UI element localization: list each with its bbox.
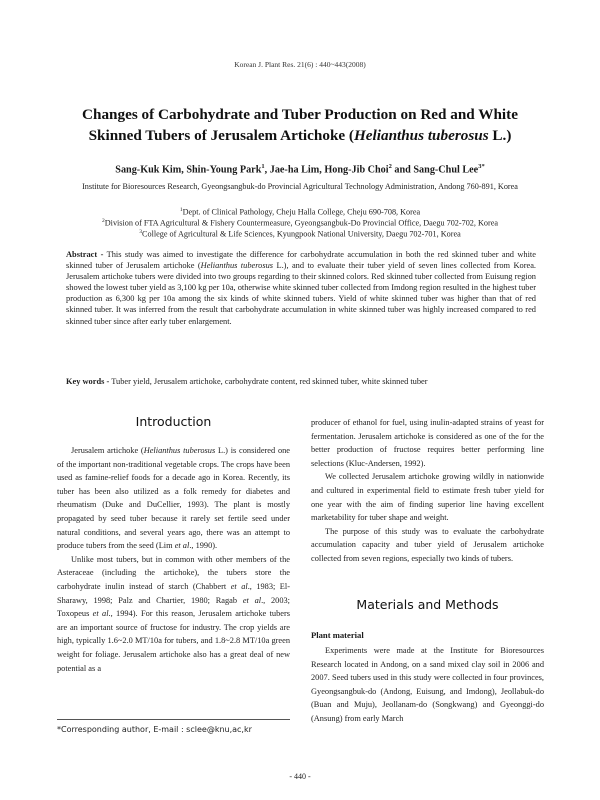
- text: ., 1990).: [189, 541, 218, 551]
- methods-paragraph-1: Experiments were made at the Institute for Bioresources Research located in Andong, on a sand mixed clay soil in 2006 and 2007. Seed tubers used in this study were collected in four provinces, Gyeongsangbuk-do (Andong, Euisung, and Imdong), Jeollabuk-do (Buan and Muju), Jeollanam-do (Songkwang) and Gyeonggi-do (Ansung) from early March: [311, 646, 544, 723]
- text: Jerusalem artichoke (: [71, 446, 144, 455]
- text: ., 1994). For this reason, Jerusalem artichoke tubers are an important source of fructose for industry. The crop yields are high, typically 1.6~2.0 MT/10a for tubers, and 1.8~2.8 MT/10a green weight for foliage. Jerusalem artichoke also has a great deal of new potential as a: [57, 609, 290, 673]
- author-sup: 2: [388, 163, 392, 170]
- title-species: Helianthus tuberosus: [353, 127, 489, 144]
- intro-paragraph-2: [57, 553, 290, 675]
- text: ., 2003; Toxopeus: [57, 595, 291, 619]
- affiliation-main: Institute for Bioresources Research, Gyeongsangbuk-do Provincial Agricultural Technology Administration, Andong 760-891, Korea: [82, 182, 518, 191]
- author-sup: 1: [261, 163, 265, 170]
- intro-paragraph-4: The purpose of this study was to evaluate the carbohydrate accumulation capacity and tuber yield of Jerusalem artichoke collected from seven regions, especially two kinds of tubers.: [311, 526, 544, 563]
- abstract-text-1: This study was aimed to investigate the difference for carbohydrate accumulation in both the red skinned tuber and white skinned tuber of Jerusalem artichoke (: [66, 250, 536, 271]
- affiliation-3: [58, 227, 542, 240]
- citation-etal: et al: [242, 595, 262, 605]
- citation-etal: et al: [174, 541, 190, 551]
- page-number: - 440 -: [289, 772, 311, 781]
- abstract-text-2: L.), and to evaluate their tuber yield of seven lines collected from Korea. Jerusalem artichoke tubers were divided into two groups regarding to their skinned colors. Red skinned tuber collected from Euisung region showed the lowest tuber yield as 3,100 kg per 10a, otherwise white skinned tuber collected from Imdong region resulted in the highest tuber production as 6,300 kg per 10a among the six kinds of white skinned tubers. Yield of white skinned tuber was higher than that of red skinned tuber. It was inferred from the result that carbohydrate accumulation in white skinned tuber was highly increased compared to red skinned tuber since after early tuber enlargement.: [66, 261, 537, 326]
- abstract: [66, 249, 536, 327]
- intro-paragraph-3: We collected Jerusalem artichoke growing wildly in nationwide and cultured in experimental field to estimate fresh tuber yield for one year with the aim of finding superior line having excellent marketability for tuber shape and weight.: [311, 472, 544, 523]
- title-line-2-pre: Skinned Tubers of Jerusalem Artichoke (: [88, 127, 354, 144]
- author-name: Shin-Young Park: [186, 164, 262, 176]
- text: L.) is considered one of the important non-traditional vegetable crops. The crops have been used as famine-relief foods for a decade ago in Korea. Recently, its tuber has been also utilized as a folk remedy for diabetes and rheumatism (Duke and DuCellier, 1993). The plant is mostly propagated by seed tuber because it rarely set fertile seed under natural conditions, and several years ago, there was an attempt to produce tubers from the seed (Lim: [57, 446, 290, 551]
- footnote-divider: [57, 719, 290, 720]
- affiliation-text: College of Agricultural & Life Sciences, Kyungpook National University, Daegu 702-701, Korea: [142, 229, 461, 239]
- left-column: [57, 444, 290, 675]
- right-column-intro: [311, 416, 544, 566]
- keywords-label: Key words -: [66, 377, 110, 386]
- keywords: [66, 377, 536, 386]
- author-name: Sang-Kuk Kim: [115, 164, 182, 176]
- author-name: Sang-Chul Lee: [413, 164, 479, 176]
- author-name: Jae-ha Lim: [269, 164, 320, 176]
- abstract-species: Helianthus tuberosus: [200, 261, 274, 271]
- author-name: Hong-Jib Choi: [324, 164, 389, 176]
- abstract-label: Abstract -: [66, 250, 104, 259]
- section-heading-introduction: Introduction: [135, 414, 212, 429]
- affiliation-text: Division of FTA Agricultural & Fishery Countermeasure, Gyeongsangbuk-Do Provincial Office, Daegu 702-702, Korea: [104, 218, 498, 228]
- paper-title: [40, 104, 560, 146]
- affiliation-sup: 2: [102, 218, 105, 224]
- species-name: Helianthus tuberosus: [143, 446, 216, 455]
- affiliation-sup: 1: [179, 207, 183, 213]
- text: Unlike most tubers, but in common with other members of the Asteraceae (including the artichoke), the tubers store the carbohydrate inulin instead of starch (Chabbert: [57, 554, 290, 591]
- corresponding-author-footnote: *Corresponding author, E-mail : sclee@knu,ac,kr: [57, 725, 252, 734]
- intro-paragraph-1: [57, 444, 290, 553]
- author-sup: 3*: [478, 163, 485, 170]
- affiliation-sup: 3: [139, 229, 143, 235]
- author-list: Sang-Kuk Kim, Shin-Young Park$^1$, Jae-ha Lim, Hong-Jib Choi$^2$ and Sang-Chul Lee$^{3*}$: [115, 163, 485, 176]
- title-line-2-post: L.): [488, 127, 512, 144]
- affiliation-text: Dept. of Clinical Pathology, Cheju Halla College, Cheju 690-708, Korea: [182, 207, 421, 217]
- title-line-1: Changes of Carbohydrate and Tuber Production on Red and White: [82, 106, 518, 123]
- citation-etal: et al: [92, 609, 109, 619]
- section-heading-methods: Materials and Methods: [356, 597, 499, 612]
- right-column-methods: [311, 644, 544, 726]
- citation-etal: et al: [230, 581, 248, 591]
- text: ., 1983; El-Sharawy, 1998; Palz and Chartier, 1980; Ragab: [57, 581, 290, 605]
- keywords-text: Tuber yield, Jerusalem artichoke, carbohydrate content, red skinned tuber, white skinned tuber: [109, 377, 428, 386]
- intro-paragraph-continued: producer of ethanol for fuel, using inulin-adapted strains of yeast for fermentation. Jerusalem artichoke is considered as one of the for the better production of fructose requires better performing line selections (Kluc-Andersen, 1992).: [311, 418, 544, 468]
- journal-reference: Korean J. Plant Res. 21(6) : 440~443(2008): [234, 60, 366, 69]
- subsection-heading-plant-material: Plant material: [311, 630, 364, 640]
